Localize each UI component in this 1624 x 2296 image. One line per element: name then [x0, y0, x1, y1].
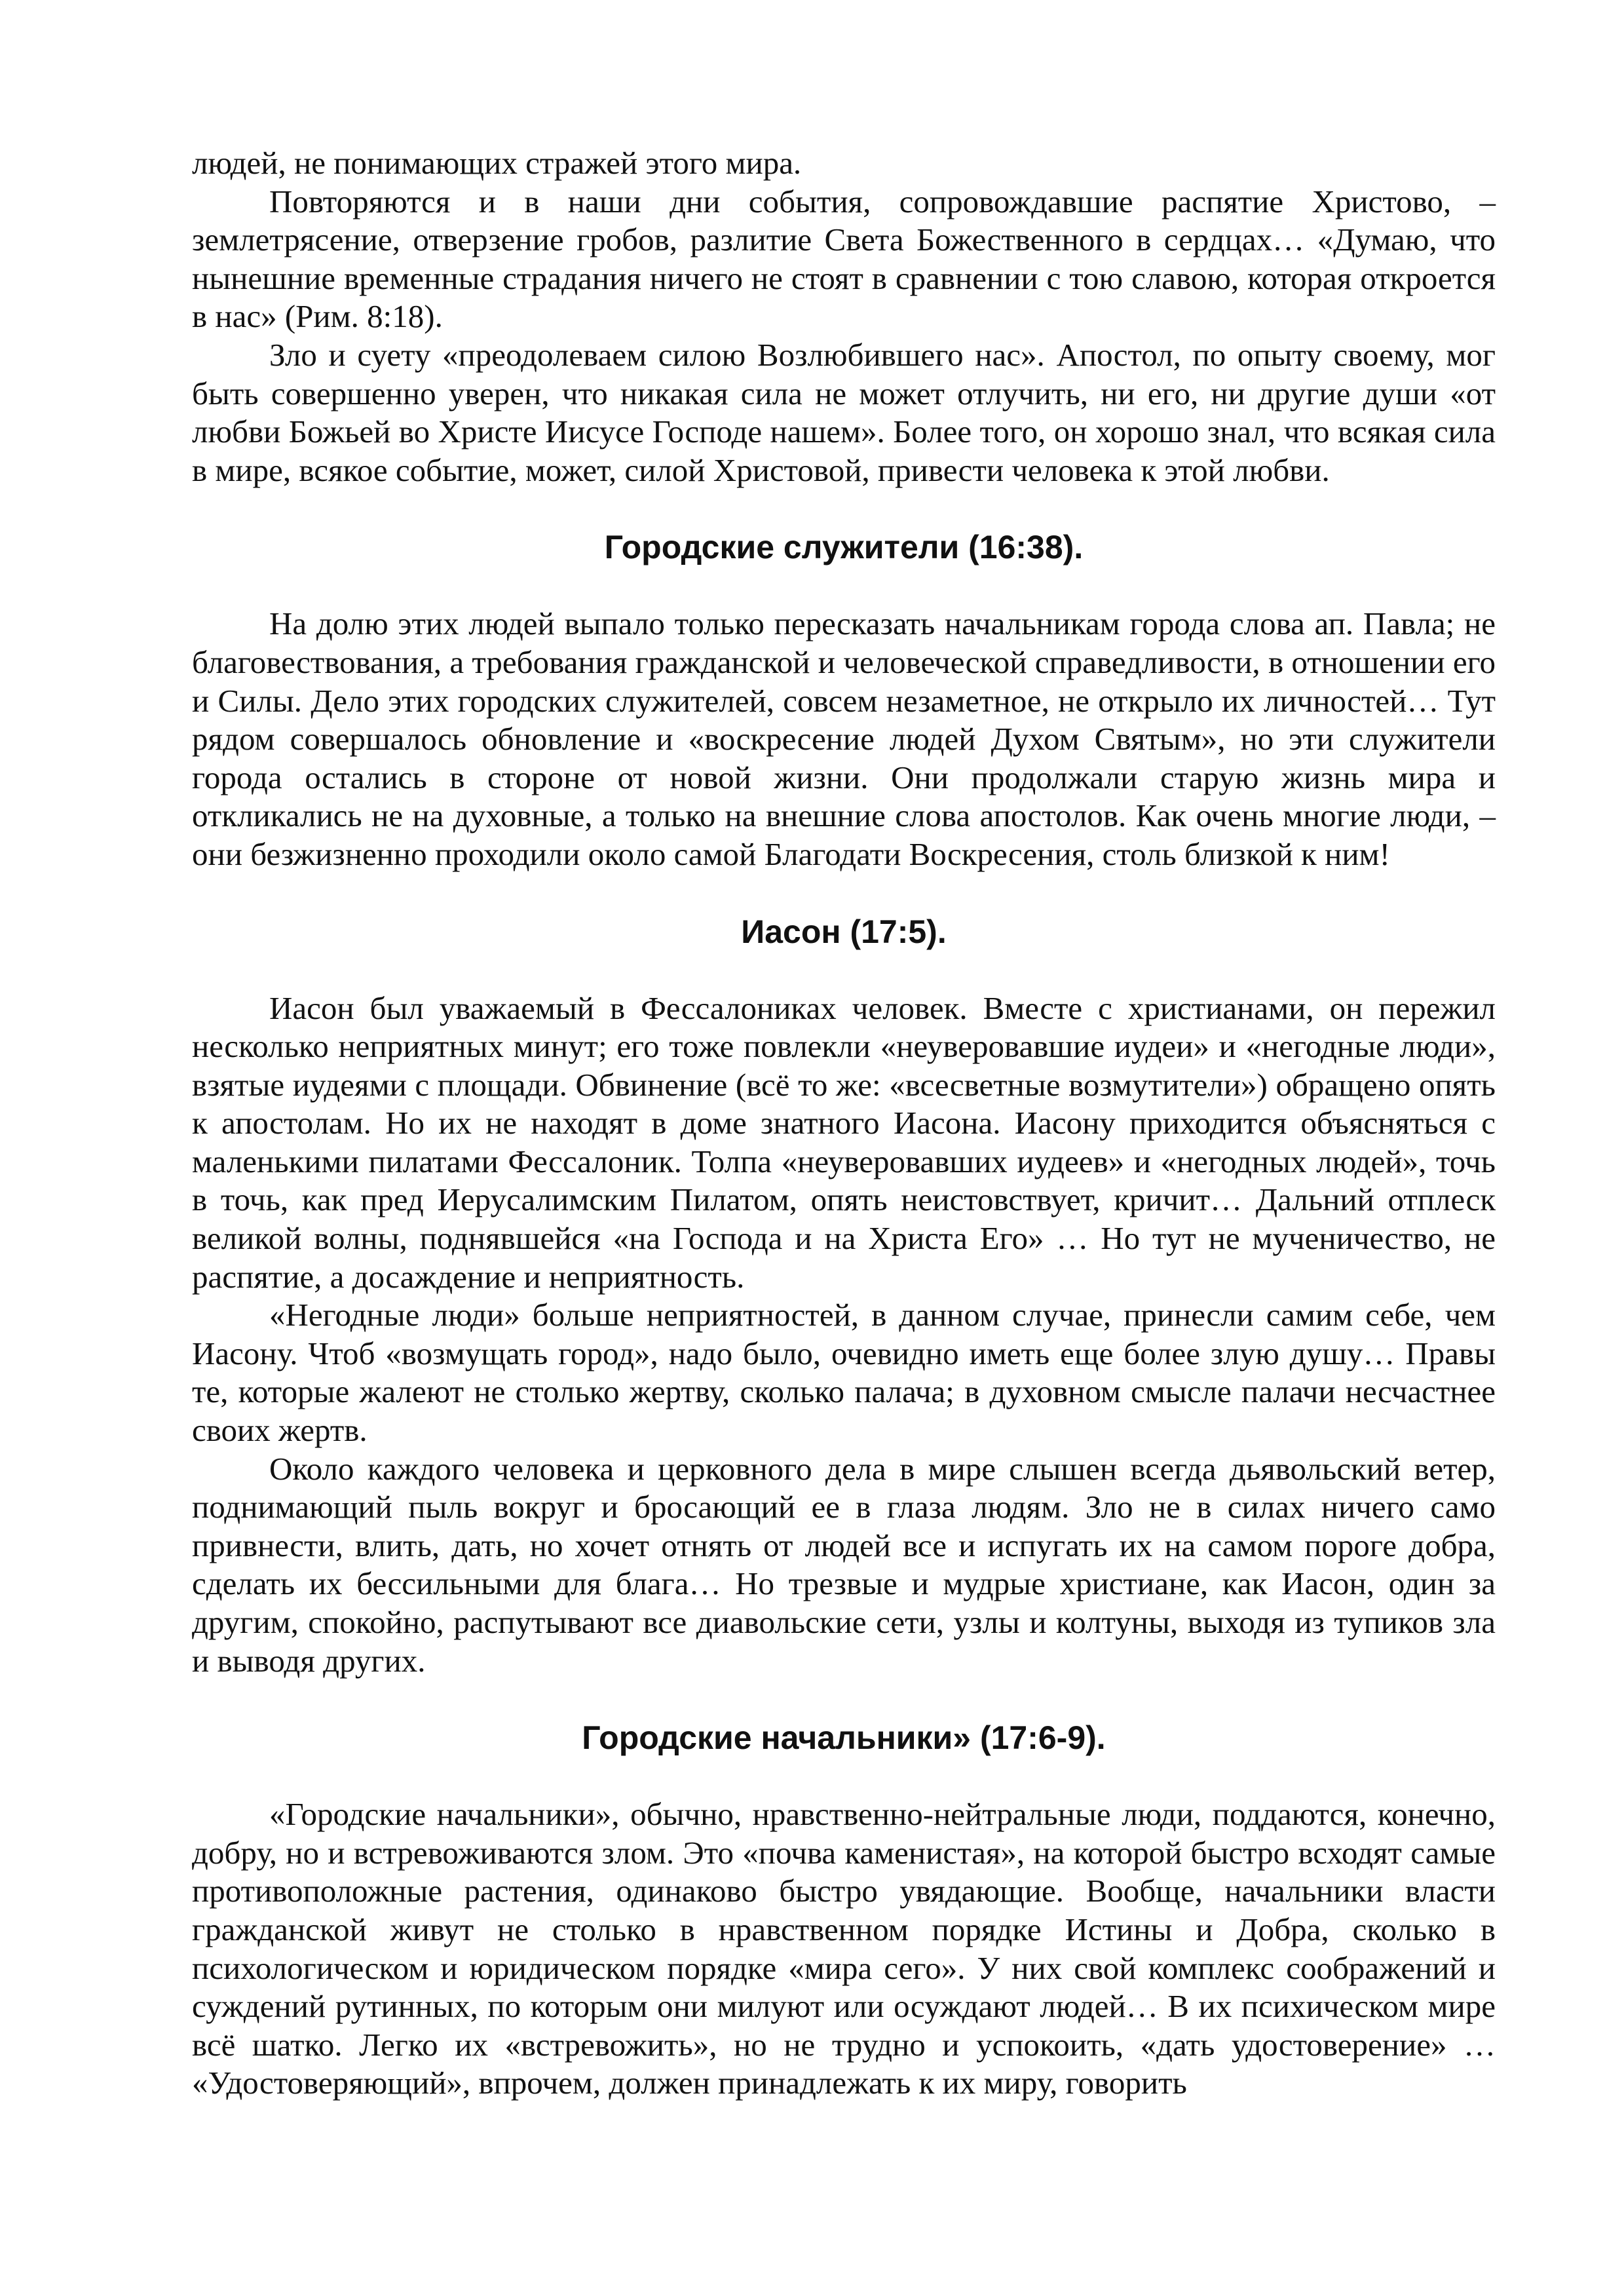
paragraph-jason-3: Около каждого человека и церковного дела в мире слышен всегда дьявольский ветер, поднимающий пыль вокруг и бросающий ее в глаза людям. Зло не в силах ничего само привнести, влить, дать, но хочет отнять от людей все и испугать их на самом пороге добра, сделать их бессильными для блага… Но трезвые и мудрые христиане, как Иасон, один за другим, спокойно, распутывают все диавольские сети, узлы и колтуны, выходя из тупиков зла и выводя других. [192, 1450, 1496, 1679]
paragraph-intro-3: Зло и суету «преодолеваем силою Возлюбившего нас». Апостол, по опыту своему, мог быть совершенно уверен, что никакая сила не может отлучить, ни его, ни другие души «от любви Божьей во Христе Иисусе Господе нашем». Более того, он хорошо знал, что всякая сила в мире, всякое событие, может, силой Христовой, привести человека к этой любви. [192, 336, 1496, 488]
paragraph-servants-1: На долю этих людей выпало только пересказать начальникам города слова ап. Павла; не благовествования, а требования гражданской и человеческой справедливости, в отношении его и Силы. Дело этих городских служителей, совсем незаметное, не открыло их личностей… Тут рядом совершалось обновление и «воскресение людей Духом Святым», но эти служители города остались в стороне от новой жизни. Они продолжали старую жизнь мира и откликались не на духовные, а только на внешние слова апостолов. Как очень многие люди, – они безжизненно проходили около самой Благодати Воскресения, столь близкой к ним! [192, 605, 1496, 872]
document-page [192, 144, 1496, 2103]
paragraph-jason-2: «Негодные люди» больше неприятностей, в данном случае, принесли самим себе, чем Иасону. Чтоб «возмущать город», надо было, очевидно иметь еще более злую душу… Правы те, которые жалеют не столько жертву, сколько палача; в духовном смысле палачи несчастнее своих жертв. [192, 1297, 1496, 1449]
paragraph-jason-1: Иасон был уважаемый в Фессалониках человек. Вместе с христианами, он пережил несколько неприятных минут; его тоже повлекли «неуверовавшие иудеи» и «негодные люди», взятые иудеями с площади. Обвинение (всё то же: «всесветные возмутители») обращено опять к апостолам. Но их не находят в доме знатного Иасона. Иасону приходится объясняться с маленькими пилатами Фессалоник. Толпа «неуверовавших иудеев» и «негодных людей», точь в точь, как пред Иерусалимским Пилатом, опять неистовствует, кричит… Дальний отплеск великой волны, поднявшейся «на Господа и на Христа Его» … Но тут не мученичество, не распятие, а досаждение и неприятность. [192, 989, 1496, 1295]
paragraph-intro-1: людей, не понимающих стражей этого мира. [192, 145, 802, 181]
heading-city-servants: Городские служители (16:38). [604, 529, 1084, 566]
paragraph-rulers-1: «Городские начальники», обычно, нравственно-нейтральные люди, поддаются, конечно, добру, но и встревоживаются злом. Это «почва каменистая», на которой быстро всходят самые противоположные растения, одинаково быстро увядающие. Вообще, начальники власти гражданской живут не столько в нравственном порядке Истины и Добра, сколько в психологическом и юридическом порядке «мира сего». У них свой комплекс соображений и суждений рутинных, по которым они милуют или осуждают людей… В их психическом мире всё шатко. Легко их «встревожить», но не трудно и успокоить, «дать удостоверение» … «Удостоверяющий», впрочем, должен принадлежать к их миру, говорить [192, 1796, 1496, 2101]
paragraph-intro-2: Повторяются и в наши дни события, сопровождавшие распятие Христово, – землетрясение, отверзение гробов, разлитие Света Божественного в сердцах… «Думаю, что нынешние временные страдания ничего не стоят в сравнении с тою славою, которая откроется в нас» (Рим. 8:18). [192, 183, 1496, 335]
heading-city-rulers: Городские начальники» (17:6-9). [582, 1719, 1106, 1757]
heading-jason: Иасон (17:5). [741, 913, 947, 950]
